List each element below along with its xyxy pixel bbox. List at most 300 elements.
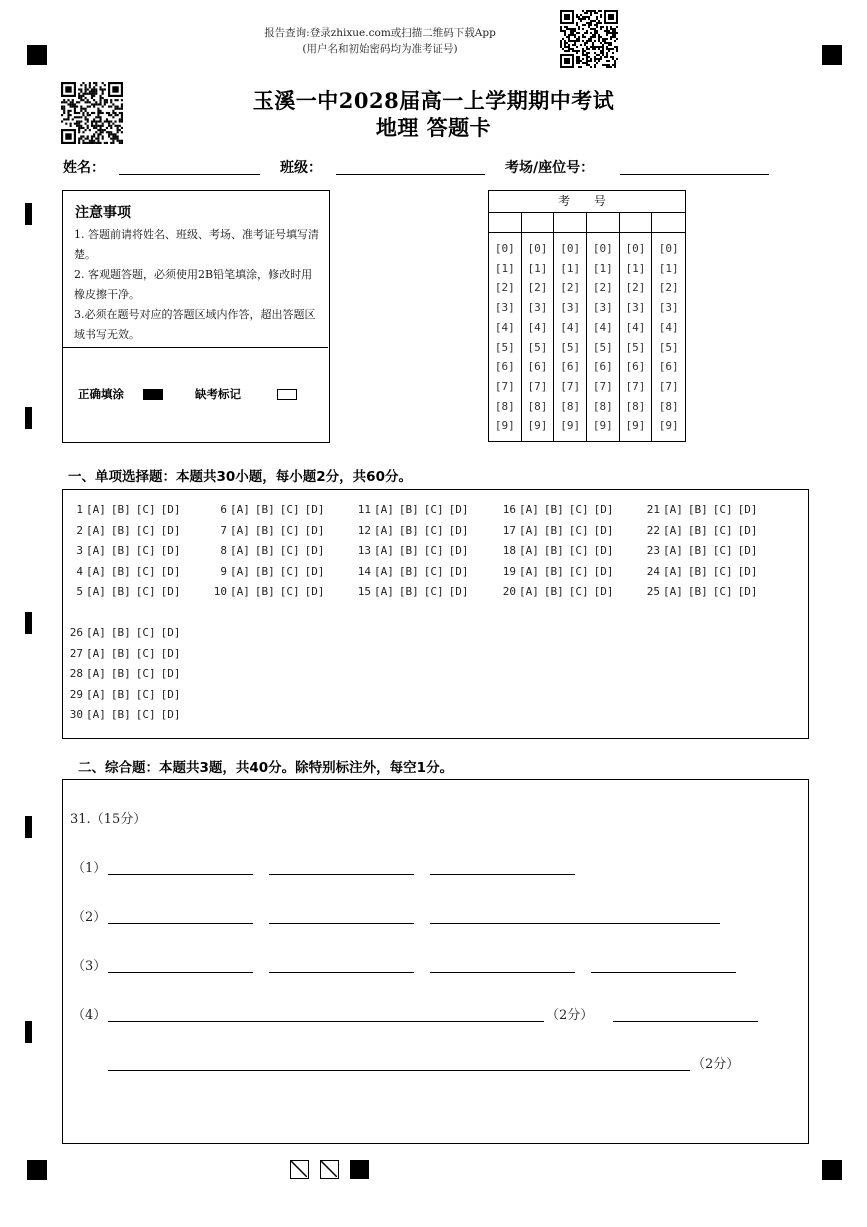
exam-digit-bubble[interactable]: [5] bbox=[658, 340, 679, 354]
mc-option-bubble[interactable]: [C] bbox=[568, 544, 589, 557]
mc-option-bubble[interactable]: [B] bbox=[687, 523, 708, 537]
mc-option-bubble[interactable]: [A] bbox=[86, 687, 106, 701]
qr-module bbox=[600, 36, 602, 38]
mc-option-bubble[interactable]: [C] bbox=[423, 544, 444, 557]
mc-option-bubble[interactable]: [C] bbox=[423, 503, 444, 516]
mc-option-bubble[interactable]: [C] bbox=[279, 564, 300, 578]
exam-digit-bubble[interactable]: [7] bbox=[527, 379, 548, 393]
answer-blank-3-2[interactable] bbox=[269, 972, 414, 973]
mc-option-bubble[interactable]: [D] bbox=[160, 626, 181, 639]
qr-module bbox=[612, 48, 614, 50]
qr-module bbox=[568, 40, 570, 42]
mc-option-bubble[interactable]: [B] bbox=[543, 523, 564, 537]
qr-module bbox=[594, 58, 596, 60]
qr-module bbox=[596, 16, 598, 18]
exam-number-write-cell[interactable] bbox=[489, 212, 521, 233]
mc-question-2 bbox=[66, 524, 186, 537]
qr-module bbox=[89, 142, 91, 144]
mc-option-bubble[interactable]: [A] bbox=[230, 585, 250, 598]
exam-digit-bubble[interactable]: [4] bbox=[625, 320, 646, 334]
mc-option-bubble[interactable]: [D] bbox=[160, 544, 181, 557]
qr-module bbox=[594, 12, 596, 14]
section2-title: 二、综合题：本题共3题，共40分。除特别标注外，每空1分。 bbox=[78, 760, 454, 776]
qr-module bbox=[570, 32, 572, 34]
exam-digit-bubble[interactable]: [6] bbox=[527, 360, 548, 374]
exam-digit-bubble[interactable]: [0] bbox=[658, 242, 679, 255]
mc-option-bubble[interactable]: [B] bbox=[687, 503, 708, 516]
mc-option-bubble[interactable]: [A] bbox=[230, 523, 250, 537]
mc-option-bubble[interactable]: [C] bbox=[135, 544, 156, 557]
exam-digit-bubble[interactable]: [2] bbox=[560, 281, 581, 295]
exam-digit-bubble[interactable]: [4] bbox=[560, 320, 581, 334]
mc-option-bubble[interactable]: [D] bbox=[304, 503, 325, 516]
mc-option-bubble[interactable]: [C] bbox=[135, 687, 156, 701]
answer-blank-1-1[interactable] bbox=[108, 874, 253, 875]
qr-module bbox=[592, 20, 594, 22]
mc-option-bubble[interactable]: [C] bbox=[712, 544, 733, 557]
mc-option-bubble[interactable]: [B] bbox=[687, 564, 708, 578]
exam-digit-bubble[interactable]: [4] bbox=[494, 320, 515, 334]
qr-module bbox=[586, 40, 588, 42]
exam-digit-bubble[interactable]: [9] bbox=[560, 419, 581, 433]
qr-module bbox=[594, 20, 596, 22]
qr-module bbox=[608, 30, 610, 32]
exam-digit-bubble[interactable]: [6] bbox=[560, 360, 581, 374]
exam-digit-bubble[interactable]: [5] bbox=[592, 340, 613, 354]
mc-option-bubble[interactable]: [B] bbox=[110, 544, 131, 557]
answer-blank-3-1[interactable] bbox=[108, 972, 253, 973]
qr-module bbox=[608, 32, 610, 34]
mc-option-bubble[interactable]: [B] bbox=[254, 503, 275, 516]
qr-module bbox=[578, 56, 580, 58]
mc-option-bubble[interactable]: [B] bbox=[110, 646, 131, 660]
mc-option-bubble[interactable]: [D] bbox=[593, 523, 614, 537]
mc-option-bubble[interactable]: [B] bbox=[398, 523, 419, 537]
mc-option-bubble[interactable]: [B] bbox=[110, 585, 131, 598]
qr-module bbox=[608, 44, 610, 46]
qr-module bbox=[580, 14, 582, 16]
mc-option-bubble[interactable]: [D] bbox=[448, 585, 469, 598]
exam-digit-bubble[interactable]: [1] bbox=[494, 261, 515, 275]
qr-module bbox=[588, 16, 590, 18]
exam-digit-bubble[interactable]: [2] bbox=[592, 281, 613, 295]
answer-blank-3-3[interactable] bbox=[430, 972, 575, 973]
qr-module bbox=[580, 20, 582, 22]
exam-digit-bubble[interactable]: [7] bbox=[625, 379, 646, 393]
answer-blank-2-2[interactable] bbox=[269, 923, 414, 924]
registration-mark-bottom-right bbox=[822, 1160, 842, 1180]
answer-blank-2-3[interactable] bbox=[430, 923, 720, 924]
exam-digit-bubble[interactable]: [9] bbox=[494, 419, 515, 433]
mc-option-bubble[interactable]: [A] bbox=[86, 523, 106, 537]
mc-option-bubble[interactable]: [B] bbox=[110, 523, 131, 537]
qr-module bbox=[594, 28, 596, 30]
qr-module bbox=[588, 60, 590, 62]
mc-question-number: 7 bbox=[220, 523, 227, 537]
mc-option-bubble[interactable]: [D] bbox=[160, 708, 181, 721]
exam-digit-bubble[interactable]: [1] bbox=[658, 261, 679, 275]
exam-digit-bubble[interactable]: [4] bbox=[592, 320, 613, 334]
mc-option-bubble[interactable]: [C] bbox=[423, 585, 444, 598]
mc-option-bubble[interactable]: [C] bbox=[423, 564, 444, 578]
qr-module bbox=[616, 26, 618, 28]
qr-module bbox=[564, 32, 566, 34]
mc-option-bubble[interactable]: [D] bbox=[737, 564, 758, 578]
mc-option-bubble[interactable]: [C] bbox=[279, 523, 300, 537]
qr-module bbox=[576, 24, 578, 26]
mc-option-bubble[interactable]: [D] bbox=[160, 564, 181, 578]
mc-option-bubble[interactable]: [D] bbox=[448, 503, 469, 516]
exam-digit-bubble[interactable]: [8] bbox=[560, 399, 581, 413]
mc-option-bubble[interactable]: [A] bbox=[663, 523, 683, 537]
qr-module bbox=[616, 50, 618, 52]
mc-option-bubble[interactable]: [B] bbox=[110, 667, 131, 680]
exam-digit-bubble[interactable]: [8] bbox=[527, 399, 548, 413]
mc-option-bubble[interactable]: [B] bbox=[398, 503, 419, 516]
mc-option-bubble[interactable]: [B] bbox=[254, 523, 275, 537]
seat-field[interactable] bbox=[620, 174, 769, 175]
qr-module bbox=[586, 48, 588, 50]
qr-module bbox=[584, 36, 586, 38]
mc-option-bubble[interactable]: [A] bbox=[663, 585, 683, 598]
mc-option-bubble[interactable]: [D] bbox=[304, 585, 325, 598]
qr-module bbox=[586, 54, 588, 56]
mc-option-bubble[interactable]: [A] bbox=[230, 564, 250, 578]
answer-blank-1-3[interactable] bbox=[430, 874, 575, 875]
mc-option-bubble[interactable]: [B] bbox=[398, 585, 419, 598]
mc-question-27 bbox=[66, 647, 186, 660]
mc-option-bubble[interactable]: [A] bbox=[230, 503, 250, 516]
mc-option-bubble[interactable]: [A] bbox=[519, 585, 539, 598]
exam-digit-bubble[interactable]: [7] bbox=[560, 379, 581, 393]
qr-module bbox=[568, 50, 570, 52]
qr-module bbox=[614, 64, 616, 66]
mc-option-bubble[interactable]: [D] bbox=[593, 585, 614, 598]
exam-digit-bubble[interactable]: [1] bbox=[592, 261, 613, 275]
mc-option-bubble[interactable]: [D] bbox=[160, 646, 181, 660]
qr-module bbox=[576, 14, 578, 16]
answer-blank-4-2[interactable] bbox=[613, 1021, 758, 1022]
mc-option-bubble[interactable]: [D] bbox=[737, 544, 758, 557]
mc-question-26 bbox=[66, 626, 186, 639]
mc-option-bubble[interactable]: [A] bbox=[519, 564, 539, 578]
timing-mark bbox=[25, 1021, 32, 1043]
exam-digit-bubble[interactable]: [2] bbox=[658, 281, 679, 295]
qr-module bbox=[104, 142, 106, 144]
exam-digit-bubble[interactable]: [0] bbox=[527, 242, 548, 255]
qr-module bbox=[586, 60, 588, 62]
mc-option-bubble[interactable]: [C] bbox=[135, 503, 156, 516]
name-field[interactable] bbox=[119, 174, 260, 175]
mc-option-bubble[interactable]: [D] bbox=[593, 503, 614, 516]
exam-digit-bubble[interactable]: [3] bbox=[494, 301, 515, 315]
qr-module bbox=[582, 54, 584, 56]
qr-module bbox=[584, 24, 586, 26]
mc-option-bubble[interactable]: [A] bbox=[86, 667, 106, 680]
answer-blank-1-2[interactable] bbox=[269, 874, 414, 875]
qr-module bbox=[91, 142, 93, 144]
exam-digit-bubble[interactable]: [3] bbox=[658, 301, 679, 315]
exam-digit-bubble[interactable]: [0] bbox=[625, 242, 646, 255]
mc-option-bubble[interactable]: [A] bbox=[374, 585, 394, 598]
exam-digit-bubble[interactable]: [3] bbox=[625, 301, 646, 315]
exam-digit-bubble[interactable]: [3] bbox=[560, 301, 581, 315]
qr-module bbox=[580, 66, 582, 68]
mc-option-bubble[interactable]: [A] bbox=[86, 503, 106, 516]
exam-digit-bubble[interactable]: [5] bbox=[494, 340, 515, 354]
mc-option-bubble[interactable]: [C] bbox=[135, 646, 156, 660]
answer-blank-2-1[interactable] bbox=[108, 923, 253, 924]
exam-digit-bubble[interactable]: [2] bbox=[527, 281, 548, 295]
mc-option-bubble[interactable]: [A] bbox=[663, 503, 683, 516]
qr-module bbox=[562, 48, 564, 50]
notice-divider bbox=[63, 347, 328, 348]
exam-digit-bubble[interactable]: [8] bbox=[592, 399, 613, 413]
mc-option-bubble[interactable]: [C] bbox=[712, 503, 733, 516]
mc-option-bubble[interactable]: [B] bbox=[254, 544, 275, 557]
answer-blank-4-3[interactable] bbox=[108, 1070, 690, 1071]
mc-option-bubble[interactable]: [A] bbox=[86, 564, 106, 578]
mc-option-bubble[interactable]: [D] bbox=[448, 544, 469, 557]
correct-fill-swatch bbox=[143, 389, 163, 400]
mc-option-bubble[interactable]: [C] bbox=[135, 523, 156, 537]
qr-module bbox=[85, 142, 87, 144]
exam-digit-bubble[interactable]: [7] bbox=[658, 379, 679, 393]
mc-option-bubble[interactable]: [C] bbox=[568, 503, 589, 516]
mc-option-bubble[interactable]: [C] bbox=[135, 626, 156, 639]
mc-option-bubble[interactable]: [D] bbox=[304, 523, 325, 537]
mc-option-bubble[interactable]: [A] bbox=[86, 585, 106, 598]
exam-digit-bubble[interactable]: [9] bbox=[527, 419, 548, 433]
qr-module bbox=[608, 42, 610, 44]
exam-digit-bubble[interactable]: [8] bbox=[658, 399, 679, 413]
mc-option-bubble[interactable]: [D] bbox=[737, 523, 758, 537]
mc-option-bubble[interactable]: [D] bbox=[448, 564, 469, 578]
exam-digit-bubble[interactable]: [0] bbox=[560, 242, 581, 255]
mc-option-bubble[interactable]: [B] bbox=[110, 503, 131, 516]
mc-option-bubble[interactable]: [B] bbox=[543, 585, 564, 598]
mc-question-22 bbox=[643, 524, 763, 537]
mc-option-bubble[interactable]: [B] bbox=[254, 564, 275, 578]
qr-module bbox=[588, 22, 590, 24]
qr-module bbox=[598, 38, 600, 40]
mc-option-bubble[interactable]: [C] bbox=[712, 585, 733, 598]
qr-module bbox=[574, 42, 576, 44]
qr-module bbox=[564, 26, 566, 28]
mc-option-bubble[interactable]: [B] bbox=[110, 564, 131, 578]
qr-module bbox=[612, 52, 614, 54]
mc-option-bubble[interactable]: [C] bbox=[568, 585, 589, 598]
qr-module bbox=[606, 52, 608, 54]
mc-option-bubble[interactable]: [B] bbox=[110, 708, 131, 721]
mc-option-bubble[interactable]: [B] bbox=[110, 626, 131, 639]
mc-option-bubble[interactable]: [C] bbox=[712, 523, 733, 537]
mc-question-number: 21 bbox=[646, 503, 660, 516]
qr-module bbox=[588, 10, 590, 12]
mc-option-bubble[interactable]: [A] bbox=[86, 626, 106, 639]
answer-blank-3-4[interactable] bbox=[591, 972, 736, 973]
mc-option-bubble[interactable]: [D] bbox=[304, 564, 325, 578]
mc-option-bubble[interactable]: [C] bbox=[279, 585, 300, 598]
qr-module bbox=[610, 36, 612, 38]
qr-module bbox=[590, 10, 592, 12]
mc-option-bubble[interactable]: [B] bbox=[398, 544, 419, 557]
mc-option-bubble[interactable]: [A] bbox=[374, 523, 394, 537]
report-query-line2: (用户名和初始密码均为准考证号) bbox=[302, 43, 458, 55]
mc-option-bubble[interactable]: [C] bbox=[135, 585, 156, 598]
qr-module bbox=[598, 54, 600, 56]
mc-option-bubble[interactable]: [B] bbox=[543, 564, 564, 578]
mc-option-bubble[interactable]: [C] bbox=[135, 667, 156, 680]
mc-option-bubble[interactable]: [D] bbox=[160, 667, 181, 680]
exam-number-write-cell[interactable] bbox=[652, 212, 685, 233]
qr-code-top[interactable] bbox=[560, 10, 618, 68]
qr-module bbox=[560, 40, 562, 42]
mc-option-bubble[interactable]: [B] bbox=[254, 585, 275, 598]
exam-digit-bubble[interactable]: [8] bbox=[625, 399, 646, 413]
class-field[interactable] bbox=[336, 174, 485, 175]
qr-module bbox=[614, 62, 616, 64]
qr-module bbox=[610, 44, 612, 46]
mc-option-bubble[interactable]: [C] bbox=[279, 544, 300, 557]
exam-digit-bubble[interactable]: [7] bbox=[592, 379, 613, 393]
exam-digit-bubble[interactable]: [3] bbox=[592, 301, 613, 315]
exam-digit-bubble[interactable]: [9] bbox=[658, 419, 679, 433]
points-note: （2分） bbox=[692, 1057, 740, 1072]
mc-option-bubble[interactable]: [A] bbox=[519, 503, 539, 516]
mc-option-bubble[interactable]: [C] bbox=[568, 564, 589, 578]
qr-module bbox=[608, 66, 610, 68]
mc-question-number: 27 bbox=[69, 646, 83, 660]
exam-digit-bubble[interactable]: [1] bbox=[625, 261, 646, 275]
mc-option-bubble[interactable]: [B] bbox=[687, 585, 708, 598]
exam-digit-bubble[interactable]: [2] bbox=[625, 281, 646, 295]
mc-option-bubble[interactable]: [D] bbox=[160, 523, 181, 537]
mc-option-bubble[interactable]: [A] bbox=[519, 544, 539, 557]
mc-option-bubble[interactable]: [D] bbox=[593, 564, 614, 578]
mc-option-bubble[interactable]: [B] bbox=[543, 544, 564, 557]
registration-mark-top-left bbox=[27, 45, 47, 65]
qr-module bbox=[572, 44, 574, 46]
qr-module bbox=[106, 142, 108, 144]
mc-option-bubble[interactable]: [D] bbox=[160, 503, 181, 516]
mc-option-bubble[interactable]: [C] bbox=[568, 523, 589, 537]
exam-number-write-cell[interactable] bbox=[522, 212, 554, 233]
mc-option-bubble[interactable]: [A] bbox=[86, 646, 106, 660]
qr-module bbox=[578, 16, 580, 18]
qr-module bbox=[576, 22, 578, 24]
exam-digit-bubble[interactable]: [1] bbox=[560, 261, 581, 275]
exam-digit-bubble[interactable]: [6] bbox=[658, 360, 679, 374]
mc-question-number: 10 bbox=[213, 585, 227, 598]
exam-digit-bubble[interactable]: [5] bbox=[560, 340, 581, 354]
mc-option-bubble[interactable]: [A] bbox=[374, 544, 394, 557]
mc-option-bubble[interactable]: [B] bbox=[398, 564, 419, 578]
answer-blank-4-1[interactable] bbox=[108, 1021, 544, 1022]
mc-option-bubble[interactable]: [D] bbox=[448, 523, 469, 537]
qr-module bbox=[560, 42, 562, 44]
qr-module bbox=[592, 48, 594, 50]
qr-module bbox=[586, 32, 588, 34]
exam-digit-bubble[interactable]: [9] bbox=[625, 419, 646, 433]
exam-digit-bubble[interactable]: [6] bbox=[494, 360, 515, 374]
qr-module bbox=[612, 64, 614, 66]
mc-option-bubble[interactable]: [D] bbox=[737, 585, 758, 598]
qr-module bbox=[562, 38, 564, 40]
exam-number-write-cell[interactable] bbox=[620, 212, 652, 233]
mc-option-bubble[interactable]: [D] bbox=[304, 544, 325, 557]
absent-mark-label: 缺考标记 bbox=[195, 387, 241, 401]
qr-module bbox=[616, 48, 618, 50]
mc-option-bubble[interactable]: [A] bbox=[663, 564, 683, 578]
mc-option-bubble[interactable]: [D] bbox=[593, 544, 614, 557]
mc-option-bubble[interactable]: [C] bbox=[135, 708, 156, 721]
mc-option-bubble[interactable]: [A] bbox=[374, 564, 394, 578]
mc-option-bubble[interactable]: [B] bbox=[543, 503, 564, 516]
qr-module bbox=[602, 48, 604, 50]
exam-digit-bubble[interactable]: [9] bbox=[592, 419, 613, 433]
mc-option-bubble[interactable]: [A] bbox=[230, 544, 250, 557]
mc-option-bubble[interactable]: [B] bbox=[110, 687, 131, 701]
exam-digit-bubble[interactable]: [6] bbox=[592, 360, 613, 374]
exam-digit-bubble[interactable]: [7] bbox=[494, 379, 515, 393]
mc-option-bubble[interactable]: [D] bbox=[160, 585, 181, 598]
mc-option-bubble[interactable]: [A] bbox=[663, 544, 683, 557]
mc-option-bubble[interactable]: [A] bbox=[374, 503, 394, 516]
qr-module bbox=[584, 18, 586, 20]
exam-digit-bubble[interactable]: [4] bbox=[658, 320, 679, 334]
mc-option-bubble[interactable]: [C] bbox=[135, 564, 156, 578]
exam-digit-bubble[interactable]: [6] bbox=[625, 360, 646, 374]
mc-option-bubble[interactable]: [A] bbox=[519, 523, 539, 537]
mc-option-bubble[interactable]: [C] bbox=[712, 564, 733, 578]
mc-question-number: 23 bbox=[646, 544, 660, 557]
qr-module bbox=[582, 52, 584, 54]
mc-option-bubble[interactable]: [C] bbox=[423, 523, 444, 537]
mc-option-bubble[interactable]: [A] bbox=[86, 708, 106, 721]
exam-digit-bubble[interactable]: [3] bbox=[527, 301, 548, 315]
exam-digit-bubble[interactable]: [0] bbox=[592, 242, 613, 255]
exam-digit-bubble[interactable]: [8] bbox=[494, 399, 515, 413]
qr-module bbox=[578, 32, 580, 34]
qr-module bbox=[610, 26, 612, 28]
exam-digit-bubble[interactable]: [5] bbox=[527, 340, 548, 354]
mc-question-9 bbox=[210, 565, 330, 578]
qr-module bbox=[564, 44, 566, 46]
qr-module bbox=[119, 142, 121, 144]
mc-option-bubble[interactable]: [D] bbox=[160, 687, 181, 701]
qr-module bbox=[610, 48, 612, 50]
exam-digit-bubble[interactable]: [2] bbox=[494, 281, 515, 295]
mc-option-bubble[interactable]: [A] bbox=[86, 544, 106, 557]
qr-module bbox=[602, 46, 604, 48]
exam-number-write-cell[interactable] bbox=[554, 212, 586, 233]
mc-option-bubble[interactable]: [B] bbox=[687, 544, 708, 557]
exam-digit-bubble[interactable]: [0] bbox=[494, 242, 515, 255]
mc-question-17 bbox=[499, 524, 619, 537]
exam-digit-bubble[interactable]: [5] bbox=[625, 340, 646, 354]
qr-module bbox=[582, 50, 584, 52]
exam-digit-bubble[interactable]: [4] bbox=[527, 320, 548, 334]
mc-option-bubble[interactable]: [C] bbox=[279, 503, 300, 516]
exam-digit-bubble[interactable]: [1] bbox=[527, 261, 548, 275]
absent-mark-checkbox[interactable] bbox=[277, 389, 297, 400]
qr-module bbox=[578, 36, 580, 38]
mc-option-bubble[interactable]: [D] bbox=[737, 503, 758, 516]
exam-number-write-cell[interactable] bbox=[587, 212, 619, 233]
mc-question-21 bbox=[643, 503, 763, 516]
qr-module bbox=[572, 32, 574, 34]
